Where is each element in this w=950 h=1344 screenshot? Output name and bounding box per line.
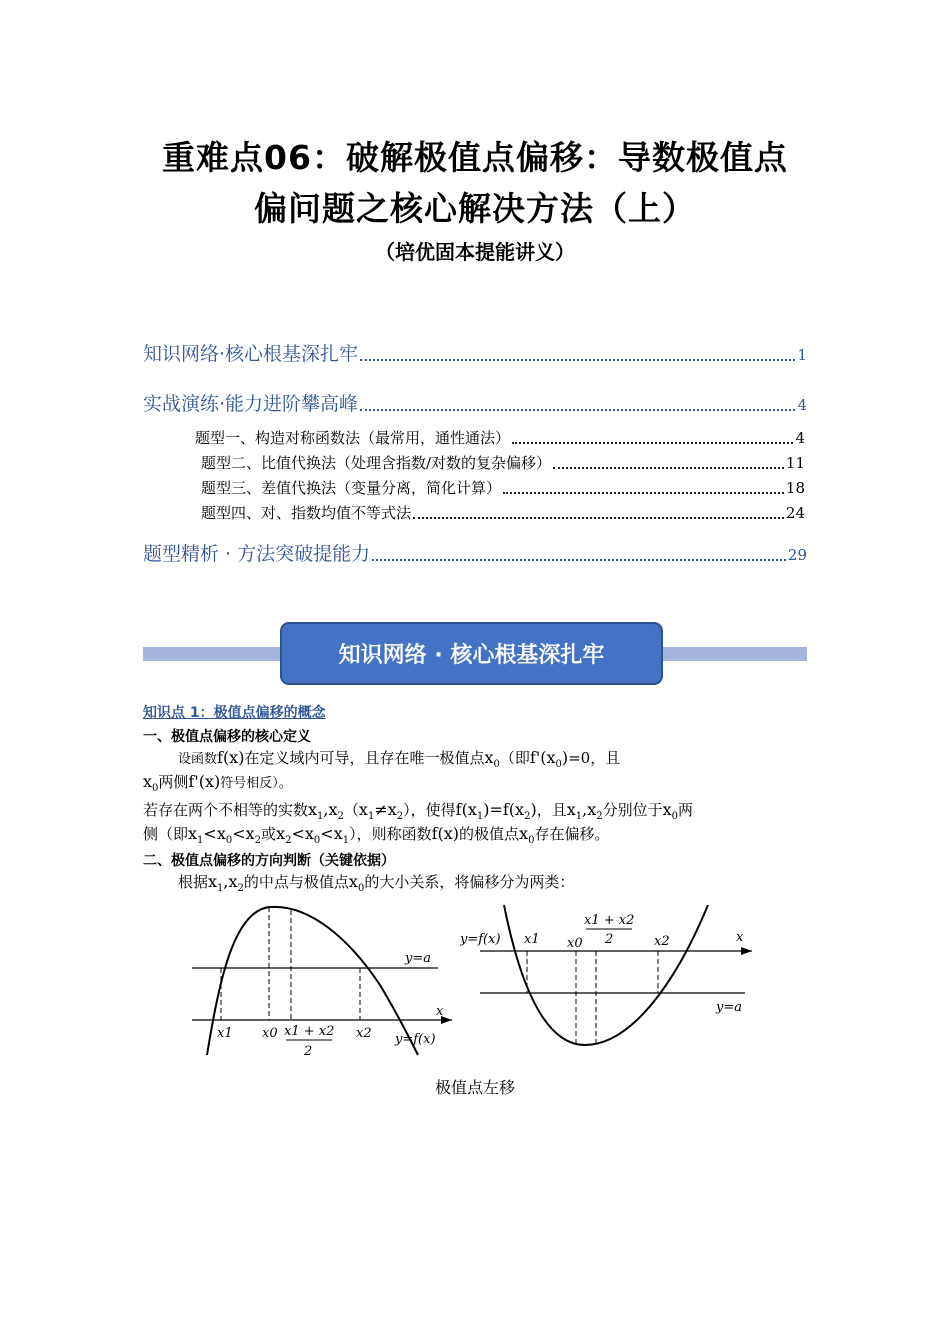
toc-entry-page: 4: [797, 396, 807, 414]
x-axis-arrow: [741, 947, 752, 955]
definition-line4: 侧（即$x_1<x_0<x_2$或$x_2<x_0<x_1$），则称函数f(x)的极值点$x_0$存在偏移。: [143, 824, 610, 847]
label-x-axis: x: [436, 1004, 444, 1019]
toc-entry-label: 实战演练·能力进阶攀高峰: [143, 393, 359, 415]
toc-entry-label: 题型四、对、指数均值不等式法: [201, 504, 412, 522]
toc-entry-page: 29: [787, 546, 807, 564]
figure-caption: 极值点左移: [434, 1078, 515, 1097]
toc-entry-label: 题型精析 · 方法突破提能力: [143, 543, 371, 565]
section-banner: 知识网络 · 核心根基深扎牢: [280, 622, 663, 685]
toc-entry-label: 题型一、构造对称函数法（最常用，通性通法）: [195, 429, 511, 447]
label-y-a: y=a: [405, 951, 431, 966]
section2-heading: 二、极值点偏移的方向判断（关键依据）: [143, 853, 395, 869]
document-subtitle: （培优固本提能讲义）: [375, 240, 575, 264]
toc-entry-knowledge[interactable]: [143, 339, 807, 366]
toc-leader: [360, 359, 795, 361]
toc-entry-label: 题型三、差值代换法（变量分离，简化计算）: [201, 479, 502, 497]
document-title-line2: 偏问题之核心解决方法（上）: [254, 189, 696, 228]
section1-heading: 一、极值点偏移的核心定义: [143, 729, 311, 745]
toc-leader: [553, 467, 784, 469]
definition-line3: 若存在两个不相等的实数$x_1,x_2(x_1\ne x_2)$，使得$f(x_1)=f(x_2)$，且$x_1,x_2$分别位于$x_0$两: [143, 800, 694, 823]
label-curve: y=f(x): [460, 932, 501, 947]
label-mid-numerator: x1 + x2: [284, 1024, 335, 1039]
label-y-a: y=a: [716, 1000, 742, 1015]
toc-entry-label: 知识网络·核心根基深扎牢: [143, 343, 359, 365]
toc-sub-entry-4[interactable]: [201, 502, 805, 523]
toc-entry-page: 1: [797, 346, 807, 364]
toc-leader: [512, 442, 793, 444]
toc-leader: [372, 559, 786, 561]
label-mid-numerator: x1 + x2: [584, 913, 635, 928]
toc-sub-entry-1[interactable]: [195, 427, 805, 448]
definition-line1: 设函数f(x)在定义域内可导，且存在唯一极值点$x_0$（即$f'(x_0)=0$，且: [178, 748, 621, 771]
knowledge-point-heading: 知识点 1：极值点偏移的概念: [143, 705, 326, 721]
toc-entry-page: 24: [785, 504, 805, 522]
toc-leader: [503, 492, 784, 494]
toc-entry-methods[interactable]: [143, 539, 807, 566]
label-mid-denominator: 2: [605, 932, 614, 947]
toc-sub-entry-2[interactable]: [201, 452, 805, 473]
graph-left-shift-min: [460, 905, 760, 1055]
toc-entry-page: 18: [785, 479, 805, 497]
toc-sub-entry-3[interactable]: [201, 477, 805, 498]
toc-leader: [413, 517, 784, 519]
label-curve: y=f(x): [395, 1032, 436, 1047]
label-x1: x1: [524, 932, 540, 947]
toc-entry-practice[interactable]: [143, 389, 807, 416]
toc-leader: [360, 409, 795, 411]
toc-entry-page: 11: [785, 454, 805, 472]
label-mid-denominator: 2: [304, 1044, 313, 1059]
toc-entry-page: 4: [795, 429, 805, 447]
label-x0: x0: [262, 1026, 278, 1041]
graph-left-shift-max: [190, 895, 460, 1065]
label-x-axis: x: [736, 930, 744, 945]
label-x1: x1: [217, 1026, 233, 1041]
direction-line1: 根据$x_1,x_2$的中点与极值点$x_0$的大小关系，将偏移分为两类：: [178, 872, 575, 895]
document-title-line1: 重难点06：破解极值点偏移：导数极值点: [162, 138, 788, 177]
toc-entry-label: 题型二、比值代换法（处理含指数/对数的复杂偏移）: [201, 454, 552, 472]
definition-line2: $x_0$两侧f'(x)符号相反）。: [143, 772, 292, 795]
label-x2: x2: [356, 1026, 372, 1041]
label-x2: x2: [654, 934, 670, 949]
label-x0: x0: [567, 936, 583, 951]
